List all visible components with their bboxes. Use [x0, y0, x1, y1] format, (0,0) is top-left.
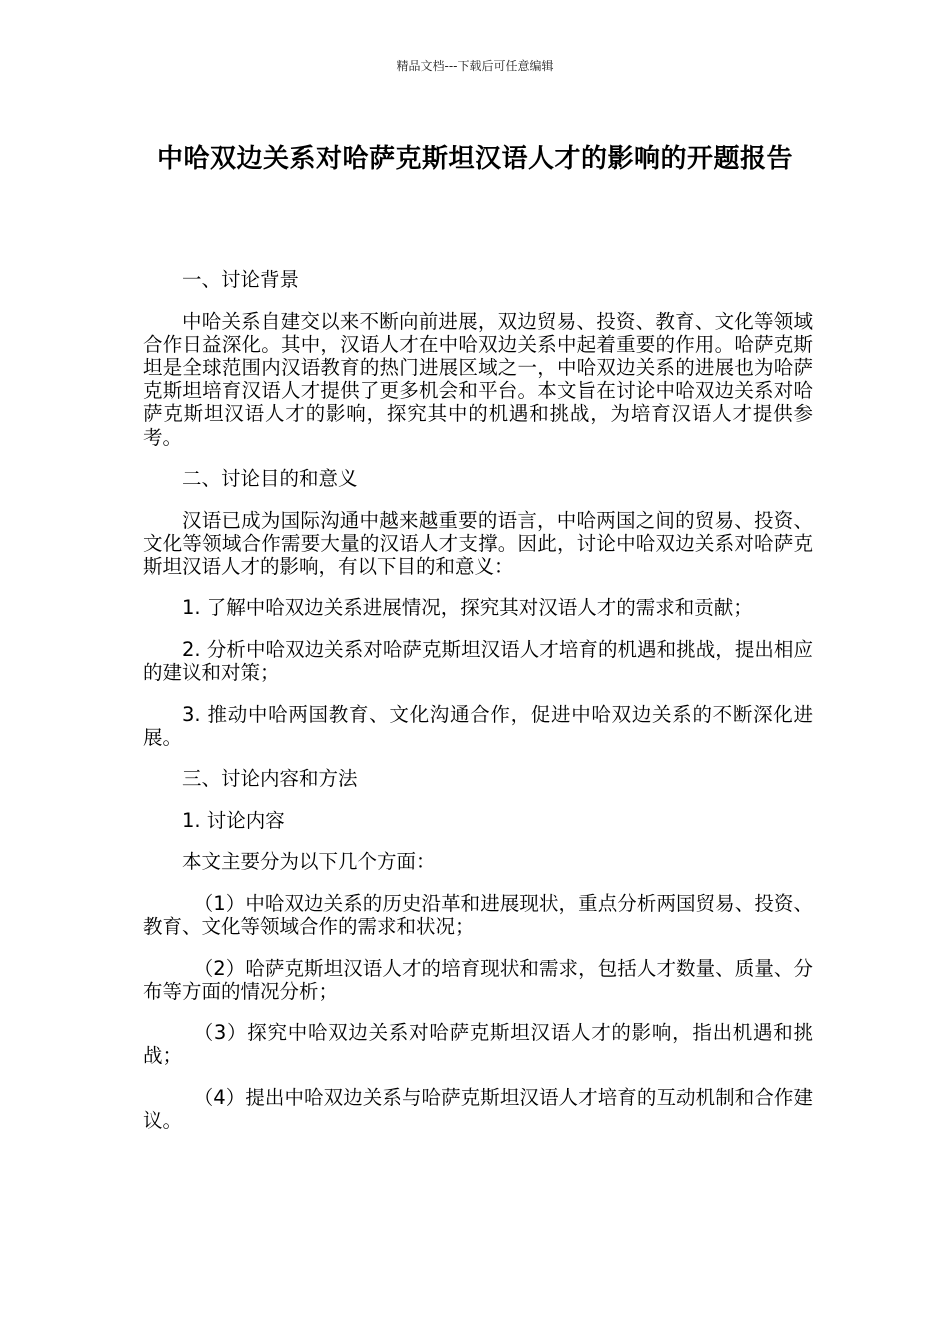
list-item: （1）中哈双边关系的历史沿革和进展现状，重点分析两国贸易、投资、教育、文化等领域合作的需求和状况； — [143, 891, 813, 939]
document-body — [143, 268, 813, 1151]
section-heading: 一、讨论背景 — [182, 268, 300, 291]
subsection-heading: 1. 讨论内容 — [182, 808, 285, 832]
section-heading: 二、讨论目的和意义 — [182, 467, 358, 491]
list-item: 1. 了解中哈双边关系进展情况，探究其对汉语人才的需求和贡献； — [182, 596, 753, 620]
section-heading: 三、讨论内容和方法 — [182, 767, 358, 791]
list-item: 3. 推动中哈两国教育、文化沟通合作，促进中哈双边关系的不断深化进展。 — [143, 702, 813, 749]
paragraph: 中哈关系自建交以来不断向前进展，双边贸易、投资、教育、文化等领域合作日益深化。其中，汉语人才在中哈双边关系中起着重要的作用。哈萨克斯坦是全球范围内汉语教育的热门进展区域之一，中哈双边关系的进展也为哈萨克斯坦培育汉语人才提供了更多机会和平台。本文旨在讨论中哈双边关系对哈萨克斯坦汉语人才的影响，探究其中的机遇和挑战，为培育汉语人才提供参考。 — [143, 309, 813, 449]
document-title: 中哈双边关系对哈萨克斯坦汉语人才的影响的开题报告 — [156, 144, 793, 174]
list-item: （3）探究中哈双边关系对哈萨克斯坦汉语人才的影响，指出机遇和挑战； — [143, 1021, 813, 1068]
paragraph: 汉语已成为国际沟通中越来越重要的语言，中哈两国之间的贸易、投资、文化等领域合作需要大量的汉语人才支撑。因此，讨论中哈双边关系对哈萨克斯坦汉语人才的影响，有以下目的和意义： — [143, 508, 813, 578]
paragraph: 本文主要分为以下几个方面： — [182, 850, 436, 874]
list-item: （2）哈萨克斯坦汉语人才的培育现状和需求，包括人才数量、质量、分布等方面的情况分析； — [143, 956, 813, 1003]
list-item: 2. 分析中哈双边关系对哈萨克斯坦汉语人才培育的机遇和挑战，提出相应的建议和对策； — [143, 637, 813, 685]
list-item: （4）提出中哈双边关系与哈萨克斯坦汉语人才培育的互动机制和合作建议。 — [143, 1085, 813, 1133]
header-note: 精品文档---下载后可任意编辑 — [396, 59, 554, 73]
